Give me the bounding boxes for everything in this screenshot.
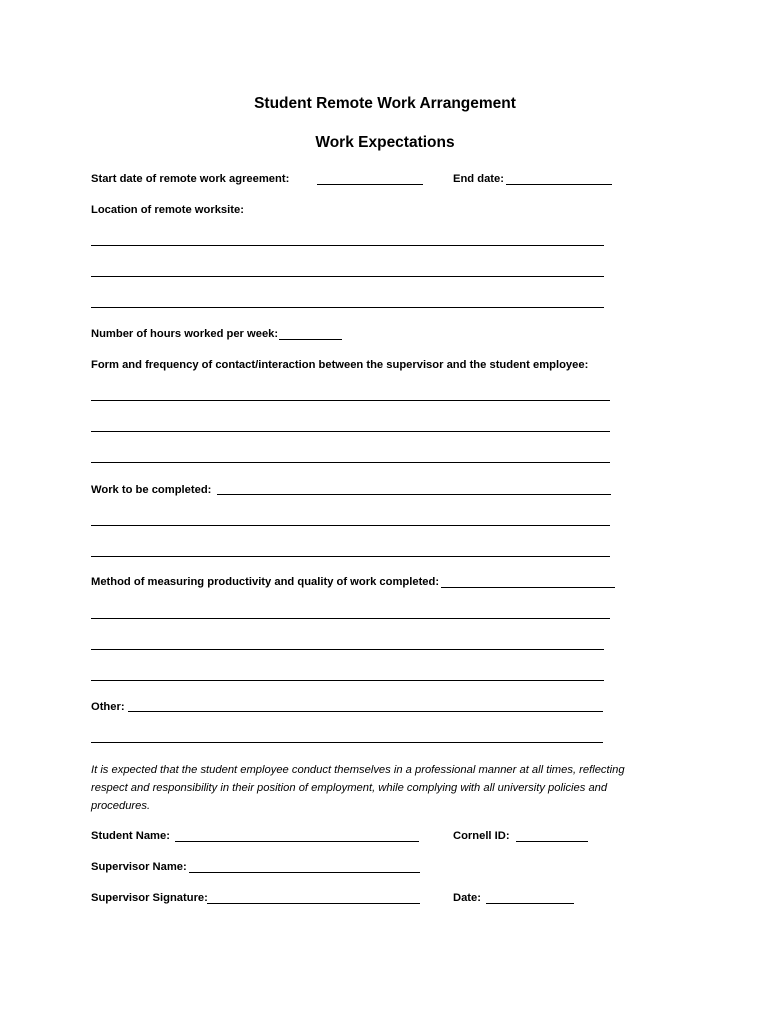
other-line-2[interactable] (91, 742, 603, 743)
cornell-id-field[interactable] (516, 841, 588, 842)
supervisor-name-label: Supervisor Name: (91, 861, 187, 873)
work-line-3[interactable] (91, 556, 610, 557)
location-line-2[interactable] (91, 276, 604, 277)
productivity-line-3[interactable] (91, 649, 604, 650)
cornell-id-label: Cornell ID: (453, 830, 510, 842)
work-line-2[interactable] (91, 525, 610, 526)
work-line-1[interactable] (217, 494, 611, 495)
end-date-field[interactable] (506, 184, 612, 185)
contact-label: Form and frequency of contact/interaction between the supervisor and the student employee: (91, 359, 589, 371)
other-label: Other: (91, 701, 125, 713)
hours-label: Number of hours worked per week: (91, 328, 279, 340)
student-name-label: Student Name: (91, 830, 170, 842)
date-field[interactable] (486, 903, 574, 904)
document-subtitle: Work Expectations (315, 134, 455, 151)
student-name-field[interactable] (175, 841, 419, 842)
other-line-1[interactable] (128, 711, 603, 712)
date-label: Date: (453, 892, 481, 904)
productivity-label: Method of measuring productivity and quality of work completed: (91, 576, 440, 588)
conduct-statement: It is expected that the student employee conduct themselves in a professional manner at all times, reflecting respect and responsibility in their position of employment, while complying with all university policies and procedures. (91, 764, 625, 812)
supervisor-signature-field[interactable] (207, 903, 420, 904)
productivity-line-2[interactable] (91, 618, 610, 619)
end-date-label: End date: (453, 173, 504, 185)
supervisor-name-field[interactable] (189, 872, 420, 873)
location-label: Location of remote worksite: (91, 204, 244, 216)
work-label: Work to be completed: (91, 484, 212, 496)
contact-line-2[interactable] (91, 431, 610, 432)
document-title: Student Remote Work Arrangement (254, 95, 516, 112)
start-date-label: Start date of remote work agreement: (91, 173, 290, 185)
contact-line-1[interactable] (91, 400, 610, 401)
productivity-line-1[interactable] (441, 587, 615, 588)
hours-field[interactable] (279, 339, 342, 340)
location-line-3[interactable] (91, 307, 604, 308)
location-line-1[interactable] (91, 245, 604, 246)
supervisor-signature-label: Supervisor Signature: (91, 892, 208, 904)
start-date-field[interactable] (317, 184, 423, 185)
contact-line-3[interactable] (91, 462, 610, 463)
productivity-line-4[interactable] (91, 680, 604, 681)
